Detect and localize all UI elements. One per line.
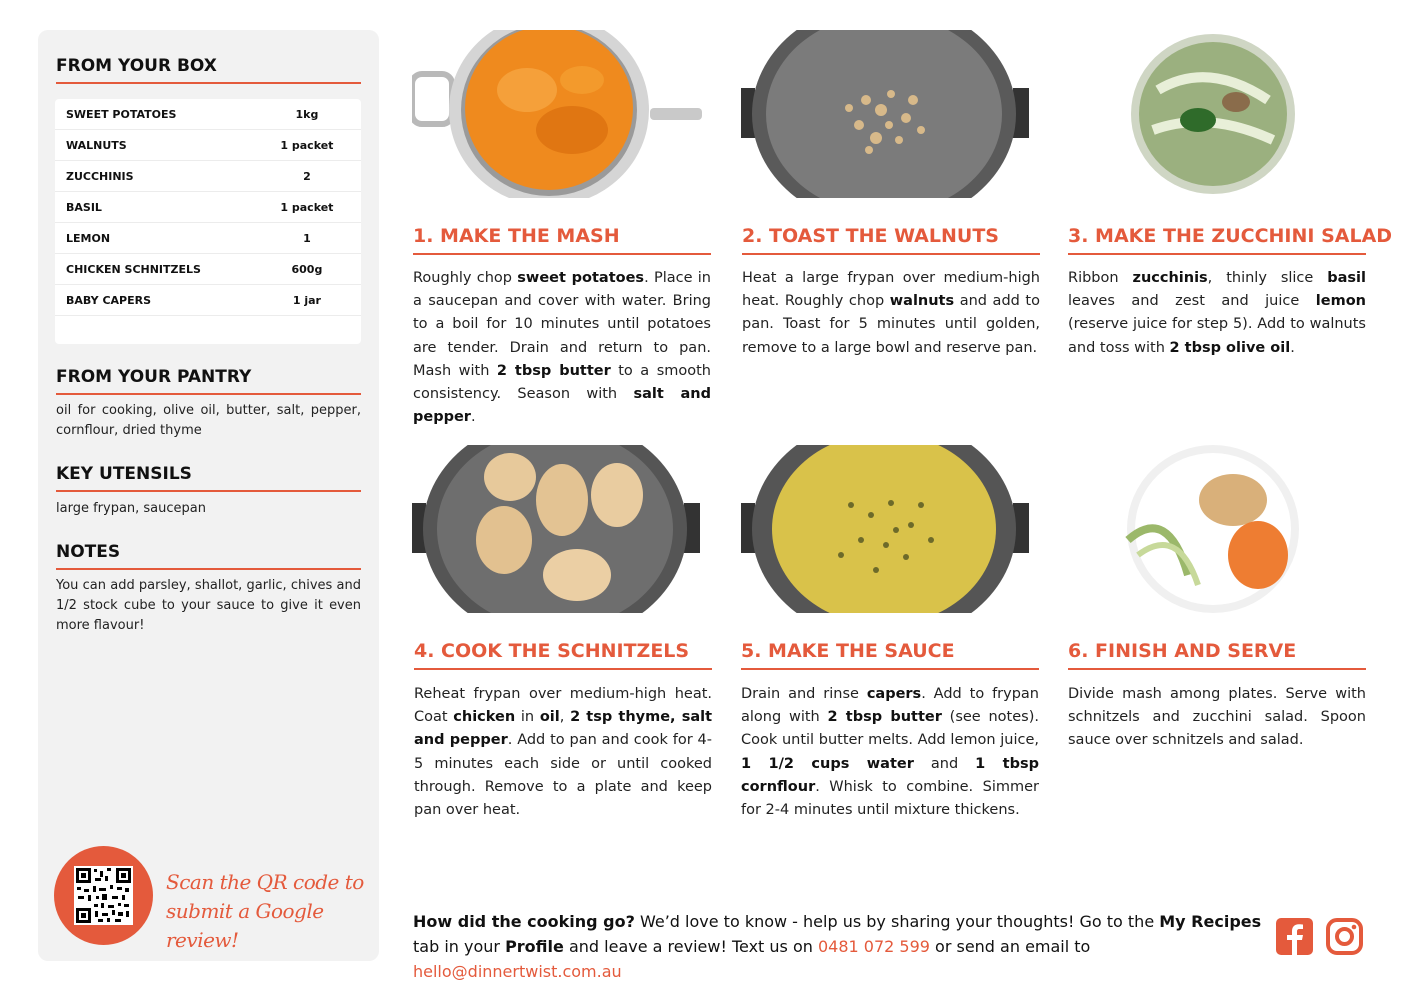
saucepan-mash-photo [412,30,702,198]
step-text: Ribbon [1068,270,1133,286]
instagram-icon[interactable] [1326,918,1363,955]
step-text: Reheat frypan over medium-high heat. Coat [414,686,712,726]
ingredient-qty: 1 jar [292,293,321,307]
ingredient-row [55,99,361,130]
from-your-box-heading: FROM YOUR BOX [56,56,361,84]
bold-ingredient: 1 tbsp cornflour [741,755,1039,795]
ingredient-name: WALNUTS [66,138,127,152]
step-text: (see notes). Cook until butter melts. Add lemon juice, [741,709,1039,749]
step-2-title: 2. TOAST THE WALNUTS [742,225,1040,255]
step-4-title: 4. COOK THE SCHNITZELS [414,640,712,670]
step-text: , thinly slice [1207,270,1328,286]
ingredient-row [55,130,361,161]
ingredient-row [55,161,361,192]
step-6-title: 6. FINISH AND SERVE [1068,640,1366,670]
step-text: Divide mash among plates. Serve with schnitzels and zucchini salad. Spoon sauce over schnitzels and salad. [1068,686,1366,749]
footer-text-2: tab in your [413,937,506,956]
notes-text: You can add parsley, shallot, garlic, chives and 1/2 stock cube to your sauce to give it even more flavour! [56,578,361,633]
ingredients-table [55,99,361,344]
ingredient-qty: 1 packet [280,138,334,152]
ingredient-qty: 1 packet [280,200,334,214]
pantry-text: oil for cooking, olive oil, butter, salt, pepper, cornflour, dried thyme [56,403,361,438]
bold-ingredient: 2 tbsp butter [496,362,611,379]
step-1-title: 1. MAKE THE MASH [413,225,711,255]
bold-ingredient: basil [1327,270,1366,286]
frypan-schnitzels-photo [412,445,702,613]
ingredient-row [55,223,361,254]
ingredient-row [55,254,361,285]
step-text: , [559,709,571,726]
footer-question: How did the cooking go? [413,912,635,931]
step-text: . Place in a saucepan and cover with water. Bring to a boil for 10 minutes until potatoes are tender. Drain and return to pan. Mash with [413,270,711,379]
step-6-body [1068,683,1366,753]
ingredient-row [55,192,361,223]
step-5-title: 5. MAKE THE SAUCE [741,640,1039,670]
bold-ingredient: 2 tbsp butter [827,709,942,726]
utensils-text: large frypan, saucepan [56,501,206,516]
bold-ingredient: 2 tbsp olive oil [1169,339,1291,356]
ingredient-row [55,285,361,316]
bold-ingredient: salt and pepper [413,386,712,426]
bold-ingredient: oil [539,709,560,726]
step-text: and [913,755,976,772]
bold-ingredient: lemon [1315,293,1366,310]
profile-link[interactable]: Profile [505,937,564,956]
qr-line-1: Scan the QR code to [166,870,364,894]
bold-ingredient: zucchinis [1132,270,1208,286]
step-2-body [742,267,1040,360]
step-text: Heat a large frypan over medium-high heat. Roughly chop [742,270,1040,310]
pantry-heading: FROM YOUR PANTRY [56,367,361,395]
step-text: . [1290,339,1295,356]
step-4-body [414,683,712,822]
qr-review-text [166,868,366,955]
step-3-title: 3. MAKE THE ZUCCHINI SALAD [1068,225,1366,255]
feedback-footer [413,909,1263,984]
sidebar [38,30,379,961]
step-text: Drain and rinse [741,686,867,702]
bold-ingredient: chicken [453,709,516,726]
step-1-body [413,267,711,429]
step-text: . Add to frypan along with [741,686,1039,726]
phone-link[interactable]: 0481 072 599 [817,937,930,956]
step-5-body [741,683,1039,822]
step-text: in [515,709,540,726]
bold-ingredient: walnuts [889,293,955,310]
qr-line-2: submit a Google review! [166,899,324,952]
frypan-caper-sauce-photo [741,445,1031,613]
step-3-body [1068,267,1366,360]
ingredient-name: BABY CAPERS [66,293,152,307]
facebook-icon[interactable] [1276,918,1313,955]
ingredient-qty: 2 [303,169,311,183]
plated-dish-photo [1068,445,1358,613]
step-text: . Whisk to combine. Simmer for 2-4 minutes until mixture thickens. [741,778,1039,819]
email-link[interactable]: hello@dinnertwist.com.au [413,962,622,981]
step-text: Roughly chop [413,270,518,286]
my-recipes-link[interactable]: My Recipes [1159,912,1262,931]
bold-ingredient: sweet potatoes [517,270,645,286]
footer-text-1: We’d love to know - help us by sharing your thoughts! Go to the [634,912,1160,931]
qr-code-icon[interactable] [74,866,133,925]
step-text: leaves and zest and juice [1068,293,1316,310]
ingredient-name: BASIL [66,200,102,214]
step-text: . [470,409,476,426]
qr-badge [54,846,153,945]
step-text: . Add to pan and cook for 4-5 minutes each side or until cooked through. Remove to a plate and keep pan over heat. [414,732,712,819]
bold-ingredient: 1 1/2 cups water [741,755,914,772]
footer-text-4: or send an email to [929,937,1091,956]
zucchini-salad-bowl-photo [1068,30,1358,198]
step-text: and add to pan. Toast for 5 minutes until golden, remove to a large bowl and reserve pan. [742,293,1040,356]
ingredient-name: LEMON [66,231,111,245]
ingredient-qty: 1 [303,231,311,245]
ingredient-qty: 1kg [295,107,319,121]
step-text: (reserve juice for step 5). Add to walnuts and toss with [1068,316,1366,356]
frypan-walnuts-photo [741,30,1031,198]
ingredient-name: CHICKEN SCHNITZELS [66,262,201,276]
utensils-heading: KEY UTENSILS [56,464,361,492]
ingredient-qty: 600g [291,262,323,276]
ingredient-name: ZUCCHINIS [66,169,134,183]
footer-text-3: and leave a review! Text us on [563,937,818,956]
bold-ingredient: capers [866,686,922,702]
ingredient-name: SWEET POTATOES [66,107,177,121]
step-text: to a smooth consistency. Season with [413,362,711,403]
bold-ingredient: 2 tsp thyme, salt and pepper [414,709,713,749]
notes-heading: NOTES [56,542,361,570]
